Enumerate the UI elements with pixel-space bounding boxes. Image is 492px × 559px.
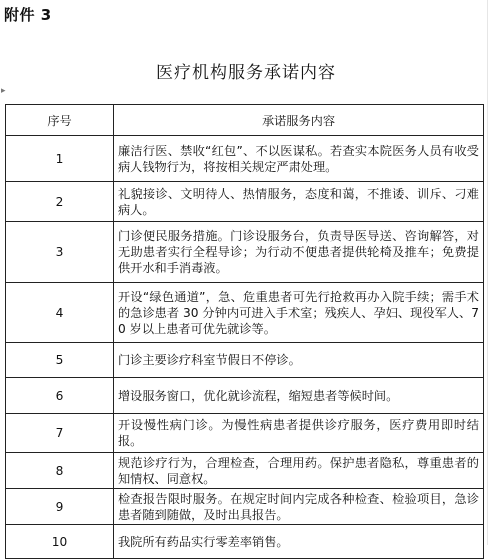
table-row <box>6 525 484 559</box>
row-number: 7 <box>6 414 114 453</box>
row-commitment: 门诊主要诊疗科室节假日不停诊。 <box>114 343 484 378</box>
table-row <box>6 343 484 378</box>
document-title: 医疗机构服务承诺内容 <box>156 63 336 83</box>
table-row <box>6 136 484 182</box>
service-commitment-table <box>5 104 484 559</box>
row-number: 3 <box>6 222 114 283</box>
row-commitment: 门诊便民服务措施。门诊设服务台，负责导医导送、咨询解答，对无助患者实行全程导诊；为行动不便患者提供轮椅及推车；免费提供开水和手消毒液。 <box>114 222 484 283</box>
row-number: 9 <box>6 489 114 525</box>
row-commitment: 检查报告限时服务。在规定时间内完成各种检查、检验项目，急诊患者随到随做，及时出具报告。 <box>114 489 484 525</box>
row-number: 5 <box>6 343 114 378</box>
row-number: 10 <box>6 525 114 559</box>
row-commitment: 增设服务窗口，优化就诊流程，缩短患者等候时间。 <box>114 378 484 414</box>
table-row <box>6 283 484 343</box>
attachment-label: 附件 3 <box>4 6 52 24</box>
row-number: 8 <box>6 453 114 489</box>
row-number: 4 <box>6 283 114 343</box>
table-row <box>6 489 484 525</box>
table-row <box>6 222 484 283</box>
row-commitment: 开设慢性病门诊。为慢性病患者提供诊疗服务，医疗费用即时结报。 <box>114 414 484 453</box>
table-header-row <box>6 105 484 136</box>
row-commitment: 廉洁行医、禁收“红包”、不以医谋私。若查实本院医务人员有收受病人钱物行为，将按相关规定严肃处理。 <box>114 136 484 182</box>
header-serial-number: 序号 <box>6 105 114 136</box>
table-row <box>6 378 484 414</box>
table-row <box>6 453 484 489</box>
row-number: 6 <box>6 378 114 414</box>
table-row <box>6 414 484 453</box>
row-number: 2 <box>6 182 114 222</box>
row-commitment: 规范诊疗行为，合理检查，合理用药。保护患者隐私，尊重患者的知情权、同意权。 <box>114 453 484 489</box>
page-edge-divider <box>487 0 488 545</box>
table-row <box>6 182 484 222</box>
paragraph-marker: ▸ <box>1 86 6 96</box>
row-commitment: 礼貌接诊、文明待人、热情服务，态度和蔼，不推诿、训斥、刁难病人。 <box>114 182 484 222</box>
row-number: 1 <box>6 136 114 182</box>
header-commitment-content: 承诺服务内容 <box>114 105 484 136</box>
row-commitment: 开设“绿色通道”，急、危重患者可先行抢救再办入院手续；需手术的急诊患者 30 分钟内可进入手术室；残疾人、孕妇、现役军人、70 岁以上患者可优先就诊等。 <box>114 283 484 343</box>
row-commitment: 我院所有药品实行零差率销售。 <box>114 525 484 559</box>
